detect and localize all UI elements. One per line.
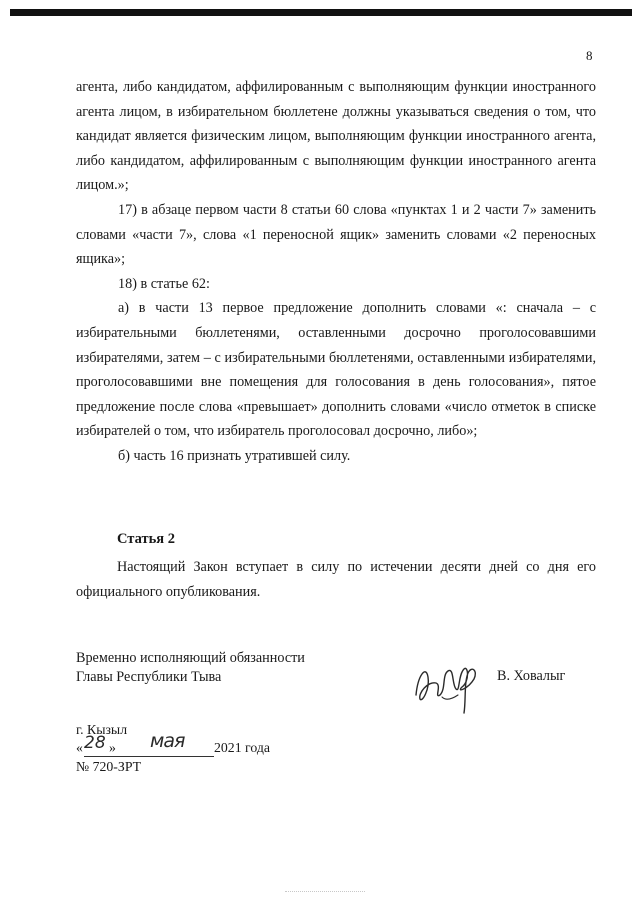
paragraph-item-18b: б) часть 16 признать утратившей силу. [118, 447, 351, 464]
date-open-quote: « [76, 740, 83, 755]
paragraph-continuation: агента, либо кандидатом, аффилированным с выполняющим функции иностранного агента лицом, в избирательном бюллетене должны указываться сведения о том, что кандидат является физическим лицом, выполняющим функции иностранного агента, либо кандидатом, аффилированным с выполняющим функции иностранного агента лицом.»; [76, 79, 596, 194]
paragraph-item-18a: а) в части 13 первое предложение дополнить словами «: сначала – с избирательными бюллетенями, оставленными досрочно проголосовавшими избирателями, затем – с избирательными бюллетенями, оставленными избирателями, проголосовавшими вне помещения для голосования в день голосования», пятое предложение после слова «превышает» дополнить словами «число отметок в списке избирателей о том, что избиратель проголосовал досрочно, либо»; [76, 300, 596, 440]
page-number: 8 [586, 48, 593, 63]
date-underline [84, 756, 214, 757]
article-2-heading: Статья 2 [117, 531, 175, 547]
law-number: № 720-ЗРТ [76, 759, 142, 774]
signer-title-line-1: Временно исполняющий обязанности [76, 650, 305, 666]
date-day-handwritten: 28 [84, 733, 106, 753]
date-close-quote: » [109, 740, 116, 755]
article-2-text: Настоящий Закон вступает в силу по истечении десяти дней со дня его официального опубликования. [76, 559, 596, 600]
law-body-text [76, 75, 596, 469]
scan-top-border [10, 9, 632, 16]
paragraph-item-17: 17) в абзаце первом части 8 статьи 60 слова «пунктах 1 и 2 части 7» заменить словами «части 7», слова «1 переносной ящик» заменить словами «2 переносных ящика»; [76, 201, 596, 268]
place-date-block [76, 721, 271, 776]
date-month-handwritten: мая [150, 730, 185, 752]
city: г. Кызыл [76, 722, 128, 737]
date-year: 2021 года [214, 740, 271, 755]
signer-title-line-2: Главы Республики Тыва [76, 669, 222, 685]
handwritten-signature [412, 655, 494, 719]
signer-name: В. Ховалыг [497, 668, 566, 684]
signer-title [76, 649, 305, 687]
paragraph-item-18: 18) в статье 62: [118, 275, 210, 292]
signing-date [76, 730, 271, 758]
scan-bottom-marks [285, 891, 365, 893]
